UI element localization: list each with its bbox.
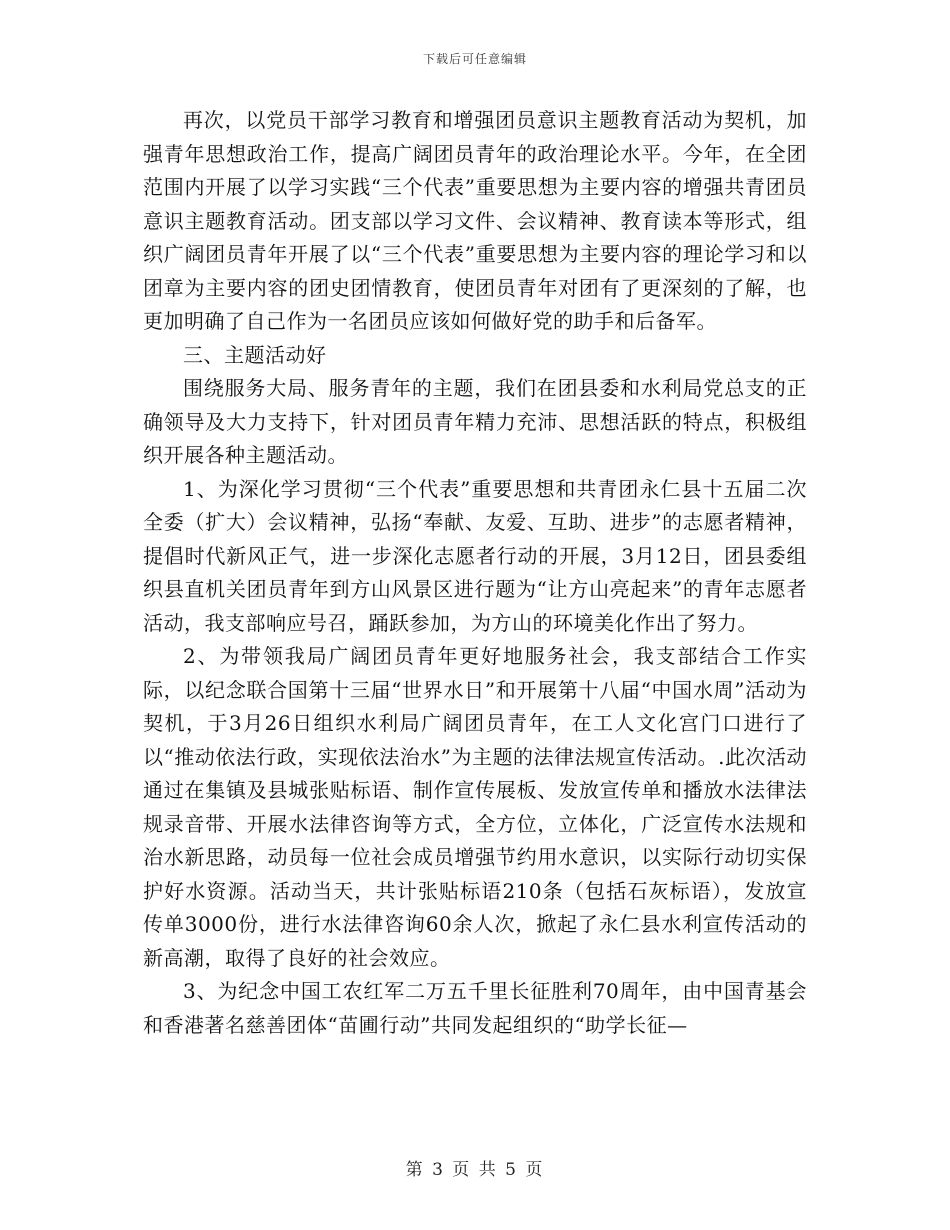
paragraph-volunteer-activity: 1、为深化学习贯彻“三个代表”重要思想和共青团永仁县十五届二次全委（扩大）会议精神，弘扬“奉献、友爱、互助、进步”的志愿者精神，提倡时代新风正气，进一步深化志愿者行动的开展，3月12日，团县委组织县直机关团员青年到方山风景区进行题为“让方山亮起来”的青年志愿者活动，我支部响应号召，踊跃参加，为方山的环境美化作出了努力。 [143, 476, 807, 635]
page-number-footer: 第 3 页 共 5 页 [405, 1160, 545, 1180]
page-header-note: 下载后可任意编辑 [422, 52, 527, 66]
section-heading-theme-activities: 三、主题活动好 [183, 342, 327, 367]
paragraph-education-activity: 再次，以党员干部学习教育和增强团员意识主题教育活动为契机，加强青年思想政治工作，提高广阔团员青年的政治理论水平。今年，在全团范围内开展了以学习实践“三个代表”重要思想为主要内容的增强共青团员意识主题教育活动。团支部以学习文件、会议精神、教育读本等形式，组织广阔团员青年开展了以“三个代表”重要思想为主要内容的理论学习和以团章为主要内容的团史团情教育，使团员青年对团有了更深刻的了解，也更加明确了自己作为一名团员应该如何做好党的助手和后备军。 [143, 108, 807, 333]
paragraph-theme-intro: 围绕服务大局、服务青年的主题，我们在团县委和水利局党总支的正确领导及大力支持下，针对团员青年精力充沛、思想活跃的特点，积极组织开展各种主题活动。 [143, 376, 807, 467]
document-body [143, 104, 807, 1042]
paragraph-water-law-campaign: 2、为带领我局广阔团员青年更好地服务社会，我支部结合工作实际，以纪念联合国第十三届“世界水日”和开展第十八届“中国水周”活动为契机，于3月26日组织水利局广阔团员青年，在工人文化宫门口进行了以“推动依法行政，实现依法治水”为主题的法律法规宣传活动。.此次活动通过在集镇及县城张贴标语、制作宣传展板、发放宣传单和播放水法律法规录音带、开展水法律咨询等方式，全方位，立体化，广泛宣传水法规和治水新思路，动员每一位社会成员增强节约用水意识，以实际行动切实保护好水资源。活动当天，共计张贴标语210条（包括石灰标语），发放宣传单3000份，进行水法律咨询60余人次，掀起了永仁县水利宣传活动的新高潮，取得了良好的社会效应。 [143, 644, 807, 970]
paragraph-long-march-anniversary: 3、为纪念中国工农红军二万五千里长征胜利70周年，由中国青基会和香港著名慈善团体“苗圃行动”共同发起组织的“助学长征— [143, 979, 807, 1037]
